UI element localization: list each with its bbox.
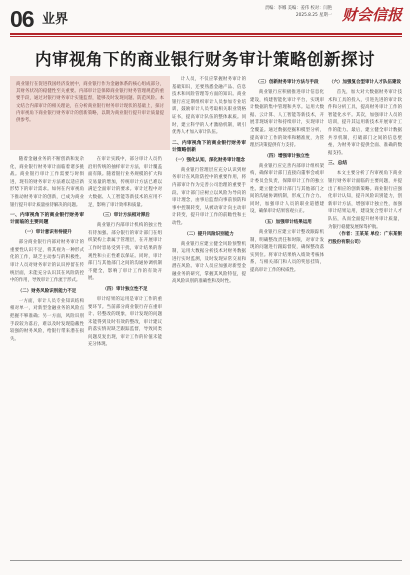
paragraph: 审计结果的运用是审计工作的重要环节。当前部分商业银行存在重审计、轻整改的现象，审计发现的问题未能得到及时有效的整改，审计建议的落实情况缺乏跟踪监督，导致同类问题反复出现，审计工作的价值未能充分体现。 <box>88 296 162 348</box>
paragraph: 在审计实践中，部分审计人员仍沿用传统的抽样审计方法，审计覆盖面有限。随着银行业务规模的扩大和交易量的增加，传统审计方法已难以满足全面审计的要求。审计过程中对大数据、人工智能等新技术的应用不足，影响了审计效率和质量。 <box>88 157 162 208</box>
text-column-3 <box>172 76 246 553</box>
paragraph: 商业银行应完善内部审计组织架构，确保审计部门直接向董事会或审计委员会负责，保障审计工作的独立性。建立健全审计部门与其他部门之间的沟通协调机制，形成工作合力。同时，加强审计人员的职业道德建设，确保审计结果客观公正。 <box>250 163 324 215</box>
text-column-5 <box>328 76 402 553</box>
article-abstract: 商业银行在促进我国经济发展中，商业银行作为金融体系的核心组成部分，其财务状况的稳健性至关重要。内部审计是保障商业银行财务管理规范的重要手段，通过对银行财务审计实施监督，能够及时发现问题、防范风险。本文结合内部审计的相关理论，在分析商业银行财务审计现状的基础上，探讨内审视角下商业银行财务审计的创新策略，以期为商业银行提升审计质量提供参考。 <box>10 76 170 150</box>
paragraph: 商业银行应积极推进审计信息化建设，构建智能化审计平台，实现审计数据的集中管理和共享。运用大数据、云计算、人工智能等新技术，开展非现场审计和持续审计，实现审计全覆盖。通过数据挖掘和模型分析，提高审计工作的效率和精准度，为管理层决策提供有力支持。 <box>250 90 324 149</box>
section-name: 业界 <box>42 12 69 27</box>
section-heading: （二）提升风险识别能力 <box>184 231 234 237</box>
section-heading: （四）增强审计独立性 <box>264 153 310 159</box>
section-heading: （三）创新财务审计方法与手段 <box>255 80 319 85</box>
section-heading: 二、内审视角下的商业银行财务审计策略创新 <box>172 140 246 153</box>
paragraph: 部分商业银行内部对财务审计的重要性认识不足，将其视为一种形式化的工作，缺乏主动参与的积极性。审计人员对财务审计的认识停留在传统层面，未能充分认识其在风险防控中的作用，导致审计工作流于形式。 <box>10 240 84 284</box>
section-heading: （一）审计意识有待提升 <box>22 230 72 236</box>
masthead-logo: 财会信报 <box>341 6 402 24</box>
text-column-2 <box>88 156 162 553</box>
section-heading: 一、内审视角下的商业银行财务审计面临的主要问题 <box>10 213 84 226</box>
page-header <box>0 0 410 40</box>
paragraph: 随着金融业务的不断创新和复杂化，商业银行财务审计面临着诸多挑战。商业银行审计工作需要与时俱进，现有的财务审计方法难以适应新形势下的审计需求。如何在内审视角下推动财务审计的创新，已成为商业银行提升审计质量亟待解决的问题。 <box>10 157 84 208</box>
editor-line: 责编：李娜 美编：姜伟 校对：闫艳 <box>264 6 332 11</box>
editor-info <box>182 6 332 19</box>
paragraph: 一方面，审计人员专业知识结构相对单一，对新型金融业务的风险点把握不够准确；另一方面，风险识别手段较为落后，难以及时发现隐蔽性较强的财务风险，给银行带来潜在损失。 <box>10 298 84 342</box>
page-number: 06 <box>10 6 34 32</box>
paragraph: 计人员，不仅应掌握财务审计的基础知识，还要熟悉金融产品、信息技术和风险管理等方面的知识。商业银行应定期组织审计人员参加专业培训，鼓励审计人员考取相关职业资格证书，提高审计队伍的整体素质。同时，建立科学的人才激励机制，吸引优秀人才加入审计队伍。 <box>172 77 246 136</box>
paragraph: 商业银行管理层应充分认识到财务审计在风险防控中的重要作用，将内部审计作为完善公司治理的重要手段。审计部门应树立以风险为导向的审计理念，由事后监督向事前预防和事中控制转变，从被动审计向主动审计转变，提升审计工作的前瞻性和主动性。 <box>172 167 246 226</box>
section-heading: （一）强化认知，深化财务审计理念 <box>173 157 245 163</box>
paragraph: 商业银行应建立健全风险预警机制，运用大数据分析技术对财务数据进行实时监测，及时发现异常交易和潜在风险。审计人员应加强对新型金融业务的研究，掌握其风险特征，提高风险识别的准确性和及时性。 <box>172 241 246 285</box>
section-heading: （三）审计方法相对滞后 <box>100 213 150 219</box>
section-heading: （五）加强审计结果运用 <box>262 219 312 225</box>
section-heading: 三、总结 <box>328 161 348 167</box>
article-title: 内审视角下的商业银行财务审计策略创新探讨 <box>35 50 375 69</box>
paragraph: 首先，加大对大数据财务审计技术和工具的投入，引进先进的审计软件和分析工具，提高财务审计工作的智能化水平。其次，加强审计人员的培训，提升其运用新技术开展审计工作的能力。最后，建立健全审计数据共享机制，打破部门之间的信息壁垒，为财务审计提供全面、准确的数据支持。 <box>328 90 402 156</box>
author-credit: （作者：王某某 单位：广东某银行股份有限公司） <box>328 232 402 245</box>
header-rule-thin <box>10 36 402 37</box>
paragraph: 本文主要分析了内审视角下商业银行财务审计面临的主要问题，并提出了相应的创新策略。商业银行应强化审计认知，提升风险识别能力，创新审计方法，增强审计独立性，加强审计结果运用，建设复合型审计人才队伍，从而全面提升财务审计质量，为银行稳健发展保驾护航。 <box>328 171 402 230</box>
section-heading: （二）财务风险识别能力不足 <box>17 288 77 294</box>
date-line: 2025.8.25 星期一 <box>295 12 332 18</box>
header-rule <box>10 33 402 35</box>
footer-rule <box>10 560 402 561</box>
section-heading: （四）审计独立性不足 <box>102 286 148 292</box>
text-column-4 <box>250 76 324 553</box>
section-heading: （六）加强复合型审计人才队伍建设 <box>329 80 401 85</box>
text-column-1 <box>10 156 84 553</box>
paragraph: 商业银行应建立审计整改跟踪机制，明确整改责任和时限，对审计发现的问题进行跟踪督促，确保整改落实到位。将审计结果纳入绩效考核体系，与相关部门和人员的奖惩挂钩，提高审计工作的权威性。 <box>250 229 324 273</box>
paragraph: 商业银行内部审计机构的独立性有待加强。部分银行的审计部门在组织架构上隶属于管理层，在开展审计工作时容易受到干扰，审计结果的客观性和公正性难以保证。同时，审计部门与其他部门之间的沟通协调机制不健全，影响了审计工作的有效开展。 <box>88 223 162 282</box>
